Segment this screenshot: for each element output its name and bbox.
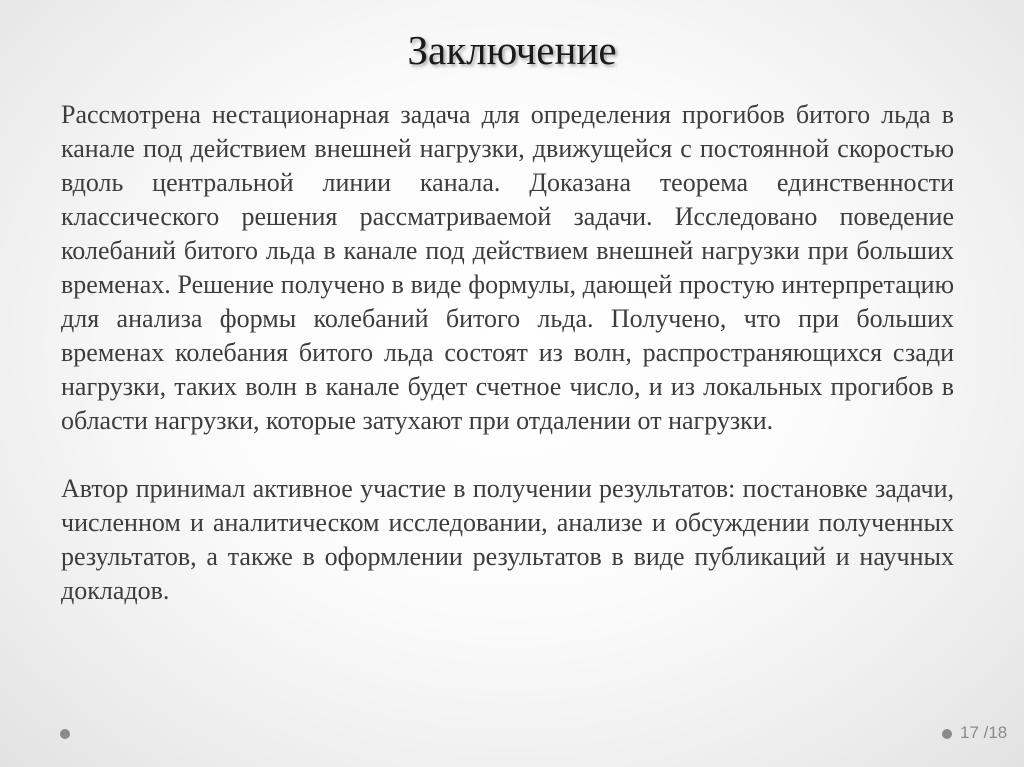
author-contribution-paragraph: Автор принимал активное участие в получении результатов: постановке задачи, численном и аналитическом исследовании, анализе и обсуждении полученных результатов, а также в оформлении результатов в виде публикаций и научных докладов. xyxy=(61,474,954,605)
conclusion-paragraph: Рассмотрена нестационарная задача для определения прогибов битого льда в канале под действием внешней нагрузки, движущейся с постоянной скоростью вдоль центральной линии канала. Доказана теорема единственности классического решения рассматриваемой задачи. Исследовано поведение колебаний битого льда в канале под действием внешней нагрузки при больших временах. Решение получено в виде формулы, дающей простую интерпретацию для анализа формы колебаний битого льда. Получено, что при больших временах колебания битого льда состоят из волн, распространяющихся сзади нагрузки, таких волн в канале будет счетное число, и из локальных прогибов в области нагрузки, которые затухают при отдалении от нагрузки. xyxy=(61,100,954,435)
next-slide-dot-icon[interactable] xyxy=(942,729,952,739)
page-counter: 17 /18 xyxy=(960,723,1008,742)
previous-slide-dot-icon[interactable] xyxy=(60,729,70,739)
slide-body xyxy=(61,98,954,608)
slide-title: Заключение xyxy=(407,27,617,73)
